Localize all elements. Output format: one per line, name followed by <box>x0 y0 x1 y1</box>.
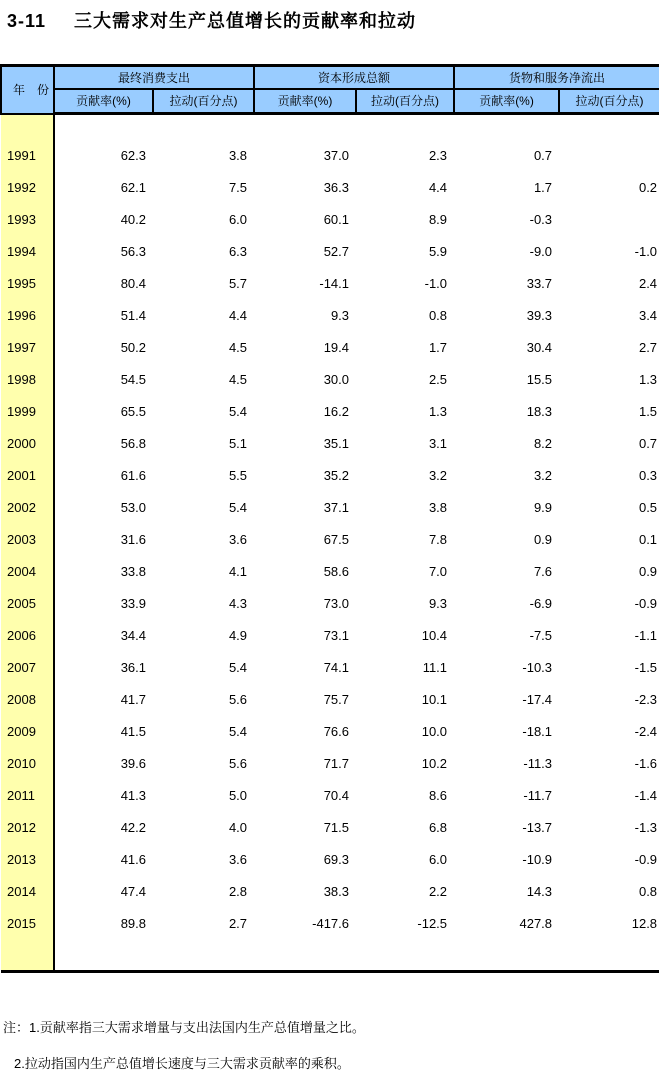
value-cell: 14.3 <box>526 884 553 899</box>
value-cell: 80.4 <box>120 276 146 291</box>
value-cell: 7.0 <box>428 564 448 579</box>
value-cell: 62.1 <box>120 180 146 195</box>
table-row <box>1 300 659 332</box>
year-cell: 1993 <box>1 204 54 236</box>
value-cell: 8.9 <box>428 212 448 227</box>
table-row <box>1 812 659 844</box>
table-row <box>1 364 659 396</box>
year-cell: 1997 <box>1 332 54 364</box>
value-cell: 16.2 <box>323 404 350 419</box>
subheader-netexport-contribution: 贡献率(%) <box>454 89 559 114</box>
table-top-spacer-row <box>1 114 659 140</box>
table-row <box>1 908 659 940</box>
year-cell: 2012 <box>1 812 54 844</box>
value-cell: 9.3 <box>330 308 350 323</box>
table-row <box>1 556 659 588</box>
value-cell: 34.4 <box>120 628 146 643</box>
value-cell: 3.6 <box>228 532 248 547</box>
value-cell: 60.1 <box>323 212 350 227</box>
value-cell: 5.5 <box>228 468 248 483</box>
value-cell: 41.3 <box>120 788 146 803</box>
value-cell: 39.6 <box>120 756 146 771</box>
value-cell: 12.8 <box>631 916 658 931</box>
value-cell: 0.8 <box>638 884 658 899</box>
table-row <box>1 780 659 812</box>
value-cell: 0.3 <box>638 468 658 483</box>
value-cell: -12.5 <box>417 916 448 931</box>
value-cell: 33.8 <box>120 564 146 579</box>
value-cell: 37.0 <box>323 148 350 163</box>
table-row <box>1 684 659 716</box>
table-notes <box>3 1010 365 1073</box>
value-cell: -1.3 <box>634 820 658 835</box>
year-cell: 2006 <box>1 620 54 652</box>
value-cell: 41.5 <box>120 724 146 739</box>
value-cell: -9.0 <box>529 244 553 259</box>
value-cell: -18.1 <box>522 724 553 739</box>
value-cell: 51.4 <box>120 308 146 323</box>
note-line-1: 注：1.贡献率指三大需求增量与支出法国内生产总值增量之比。 <box>3 1020 365 1035</box>
value-cell: 5.0 <box>228 788 248 803</box>
value-cell: 8.2 <box>533 436 553 451</box>
value-cell: 3.1 <box>428 436 448 451</box>
value-cell: -10.3 <box>522 660 553 675</box>
table-row <box>1 268 659 300</box>
value-cell: 0.5 <box>638 500 658 515</box>
value-cell: 9.9 <box>533 500 553 515</box>
value-cell: 56.3 <box>120 244 146 259</box>
value-cell: 6.8 <box>428 820 448 835</box>
value-cell: 10.4 <box>421 628 448 643</box>
value-cell: -0.9 <box>634 852 658 867</box>
value-cell: 52.7 <box>323 244 350 259</box>
value-cell: 1.3 <box>428 404 448 419</box>
subheader-netexport-pull: 拉动(百分点) <box>559 89 659 114</box>
value-cell: 4.5 <box>228 372 248 387</box>
table-row <box>1 428 659 460</box>
year-column-spacer <box>1 114 54 140</box>
value-cell: 5.4 <box>228 500 248 515</box>
value-cell: -17.4 <box>522 692 553 707</box>
value-cell: -14.1 <box>319 276 350 291</box>
note-line-2: 2.拉动指国内生产总值增长速度与三大需求贡献率的乘积。 <box>14 1056 350 1071</box>
value-cell: -11.3 <box>523 756 553 771</box>
value-cell: 74.1 <box>323 660 350 675</box>
year-cell: 2014 <box>1 876 54 908</box>
value-cell: 15.5 <box>526 372 553 387</box>
value-cell: 35.2 <box>323 468 350 483</box>
year-cell: 1995 <box>1 268 54 300</box>
year-cell: 2015 <box>1 908 54 940</box>
year-cell: 2003 <box>1 524 54 556</box>
value-cell: 65.5 <box>120 404 146 419</box>
value-cell: 0.9 <box>638 564 658 579</box>
statistics-table <box>0 64 659 973</box>
year-cell: 2001 <box>1 460 54 492</box>
value-cell: 42.2 <box>120 820 146 835</box>
sub-header-row <box>1 89 659 114</box>
value-cell: 2.8 <box>228 884 248 899</box>
value-cell: 2.5 <box>428 372 448 387</box>
value-cell: 41.6 <box>120 852 146 867</box>
value-cell: -13.7 <box>522 820 553 835</box>
value-cell: 73.1 <box>323 628 350 643</box>
value-cell: 4.3 <box>228 596 248 611</box>
subheader-consumption-pull: 拉动(百分点) <box>153 89 254 114</box>
value-cell: 0.7 <box>533 148 553 163</box>
value-cell: -1.6 <box>634 756 658 771</box>
year-cell: 2010 <box>1 748 54 780</box>
table-row <box>1 588 659 620</box>
value-cell: 30.4 <box>526 340 553 355</box>
value-cell: 7.5 <box>228 180 248 195</box>
value-cell: 54.5 <box>120 372 146 387</box>
value-cell: -0.3 <box>529 212 553 227</box>
value-cell: 6.0 <box>428 852 448 867</box>
value-cell: 4.5 <box>228 340 248 355</box>
value-cell: 36.3 <box>323 180 350 195</box>
table-row <box>1 524 659 556</box>
page-header <box>7 7 416 33</box>
year-cell: 2004 <box>1 556 54 588</box>
table-number: 3-11 <box>7 11 47 31</box>
value-cell: 6.3 <box>228 244 248 259</box>
value-cell: 7.8 <box>428 532 448 547</box>
year-cell: 1996 <box>1 300 54 332</box>
year-cell: 2013 <box>1 844 54 876</box>
value-cell: 19.4 <box>323 340 350 355</box>
value-cell: 37.1 <box>323 500 350 515</box>
value-cell: 3.2 <box>428 468 448 483</box>
year-cell: 1999 <box>1 396 54 428</box>
value-cell: 0.2 <box>638 180 658 195</box>
table-row <box>1 332 659 364</box>
table-row <box>1 844 659 876</box>
table-row <box>1 492 659 524</box>
value-cell: -417.6 <box>312 916 350 931</box>
year-cell: 2011 <box>1 780 54 812</box>
value-cell: 76.6 <box>323 724 350 739</box>
value-cell: 3.6 <box>228 852 248 867</box>
value-cell: -10.9 <box>522 852 553 867</box>
value-cell: 3.8 <box>228 148 248 163</box>
table-row <box>1 140 659 172</box>
value-cell: 71.7 <box>323 756 350 771</box>
table-row <box>1 652 659 684</box>
group-header-net-exports: 货物和服务净流出 <box>454 66 659 89</box>
value-cell: 5.1 <box>228 436 248 451</box>
table-row <box>1 172 659 204</box>
year-cell: 2007 <box>1 652 54 684</box>
value-cell: 70.4 <box>323 788 350 803</box>
value-cell: 2.3 <box>428 148 448 163</box>
table-row <box>1 396 659 428</box>
value-cell: 427.8 <box>519 916 553 931</box>
value-cell: 2.2 <box>428 884 448 899</box>
value-cell: 10.0 <box>421 724 448 739</box>
value-cell: 6.0 <box>228 212 248 227</box>
value-cell: 10.2 <box>421 756 448 771</box>
value-cell: 7.6 <box>533 564 553 579</box>
subheader-capital-contribution: 贡献率(%) <box>254 89 356 114</box>
page-title: 三大需求对生产总值增长的贡献率和拉动 <box>74 11 417 31</box>
value-cell: 4.0 <box>228 820 248 835</box>
table-row <box>1 204 659 236</box>
value-cell: 18.3 <box>526 404 553 419</box>
value-cell: 2.7 <box>228 916 248 931</box>
value-cell: 5.9 <box>428 244 448 259</box>
value-cell: 89.8 <box>120 916 146 931</box>
value-cell: 0.8 <box>428 308 448 323</box>
value-cell: 1.5 <box>638 404 658 419</box>
value-cell: 50.2 <box>120 340 146 355</box>
value-cell: 0.9 <box>533 532 553 547</box>
value-cell <box>559 204 659 236</box>
value-cell: 1.7 <box>533 180 553 195</box>
value-cell: 58.6 <box>323 564 350 579</box>
year-header-cell: 年 份 <box>1 66 54 114</box>
value-cell: 67.5 <box>323 532 350 547</box>
value-cell: -1.0 <box>424 276 448 291</box>
value-cell: 30.0 <box>323 372 350 387</box>
value-cell: 69.3 <box>323 852 350 867</box>
table-row <box>1 748 659 780</box>
value-cell: -7.5 <box>529 628 553 643</box>
value-cell: 36.1 <box>120 660 146 675</box>
value-cell: 5.4 <box>228 724 248 739</box>
value-cell: 73.0 <box>323 596 350 611</box>
value-cell: 4.4 <box>428 180 448 195</box>
value-cell: 0.1 <box>638 532 658 547</box>
value-cell: 38.3 <box>323 884 350 899</box>
value-cell: 56.8 <box>120 436 146 451</box>
value-cell: 0.7 <box>638 436 658 451</box>
value-cell: 4.9 <box>228 628 248 643</box>
year-cell: 1994 <box>1 236 54 268</box>
value-cell: -6.9 <box>529 596 553 611</box>
value-cell: -1.0 <box>634 244 658 259</box>
value-cell: 11.1 <box>422 660 448 675</box>
value-cell: 10.1 <box>421 692 448 707</box>
value-cell: 2.4 <box>638 276 658 291</box>
data-area-spacer <box>54 940 659 972</box>
value-cell: 9.3 <box>428 596 448 611</box>
value-cell: -1.4 <box>634 788 658 803</box>
value-cell: 2.7 <box>638 340 658 355</box>
table-row <box>1 236 659 268</box>
value-cell: 33.9 <box>120 596 146 611</box>
value-cell: -2.4 <box>634 724 658 739</box>
value-cell: 8.6 <box>428 788 448 803</box>
value-cell: 39.3 <box>526 308 553 323</box>
value-cell: -1.1 <box>634 628 658 643</box>
value-cell: 75.7 <box>323 692 350 707</box>
group-header-capital-formation: 资本形成总额 <box>254 66 454 89</box>
value-cell: -2.3 <box>634 692 658 707</box>
value-cell: -0.9 <box>634 596 658 611</box>
year-cell: 1992 <box>1 172 54 204</box>
value-cell: 40.2 <box>120 212 146 227</box>
value-cell <box>559 140 659 172</box>
year-cell: 1991 <box>1 140 54 172</box>
year-cell: 2002 <box>1 492 54 524</box>
value-cell: 33.7 <box>526 276 553 291</box>
group-header-final-consumption: 最终消费支出 <box>54 66 254 89</box>
table-row <box>1 620 659 652</box>
value-cell: 3.2 <box>533 468 553 483</box>
table-row <box>1 460 659 492</box>
value-cell: 5.6 <box>228 692 248 707</box>
value-cell: 3.8 <box>428 500 448 515</box>
group-header-row <box>1 66 659 89</box>
value-cell: 5.4 <box>228 660 248 675</box>
table-bottom-spacer-row <box>1 940 659 972</box>
subheader-consumption-contribution: 贡献率(%) <box>54 89 153 114</box>
value-cell: -11.7 <box>523 788 553 803</box>
table-row <box>1 716 659 748</box>
value-cell: 31.6 <box>120 532 146 547</box>
value-cell: 61.6 <box>120 468 146 483</box>
year-cell: 2009 <box>1 716 54 748</box>
subheader-capital-pull: 拉动(百分点) <box>356 89 454 114</box>
data-area-spacer <box>54 114 659 140</box>
value-cell: 1.7 <box>428 340 448 355</box>
value-cell: 4.4 <box>228 308 248 323</box>
year-cell: 2005 <box>1 588 54 620</box>
table-row <box>1 876 659 908</box>
value-cell: 4.1 <box>228 564 248 579</box>
value-cell: 53.0 <box>120 500 146 515</box>
year-cell: 1998 <box>1 364 54 396</box>
value-cell: 71.5 <box>323 820 350 835</box>
year-cell: 2000 <box>1 428 54 460</box>
value-cell: 5.6 <box>228 756 248 771</box>
value-cell: -1.5 <box>634 660 658 675</box>
value-cell: 41.7 <box>120 692 146 707</box>
value-cell: 1.3 <box>638 372 658 387</box>
year-column-spacer <box>1 940 54 972</box>
value-cell: 35.1 <box>323 436 350 451</box>
value-cell: 3.4 <box>638 308 658 323</box>
year-cell: 2008 <box>1 684 54 716</box>
value-cell: 62.3 <box>120 148 146 163</box>
value-cell: 47.4 <box>120 884 146 899</box>
value-cell: 5.7 <box>228 276 248 291</box>
value-cell: 5.4 <box>228 404 248 419</box>
